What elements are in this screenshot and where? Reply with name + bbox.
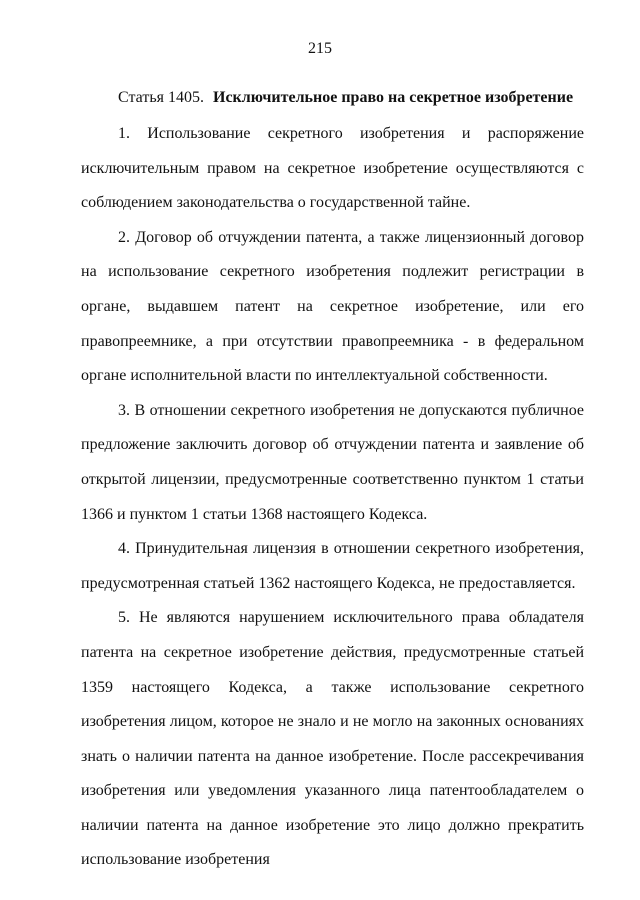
article-heading bbox=[118, 89, 610, 107]
paragraph-3: 3. В отношении секретного изобретения не допускаются публичное предложение заключить договор об отчуждении патента и заявление об открытой лицензии, предусмотренные соответственно пунктом 1 статьи 1366 и пунктом 1 статьи 1368 настоящего Кодекса. bbox=[81, 401, 584, 523]
paragraph-5: 5. Не являются нарушением исключительного права обладателя патента на секретное изобретение действия, предусмотренные статьей 1359 настоящего Кодекса, а также использование секретного изобретения лицом, которое не знало и не могло на законных основаниях знать о наличии патента на данное изобретение. После рассекречивания изобретения или уведомления указанного лица патентообладателем о наличии патента на данное изобретение это лицо должно прекратить использование изобретения bbox=[81, 609, 584, 869]
article-body bbox=[81, 117, 584, 878]
paragraph-2: 2. Договор об отчуждении патента, а также лицензионный договор на использование секретного изобретения подлежит регистрации в органе, выдавшем патент на секретное изобретение, или его правопреемнике, а при отсутствии правопреемника - в федеральном органе исполнительной власти по интеллектуальной собственности. bbox=[81, 228, 584, 385]
article-number: Статья 1405. bbox=[118, 89, 204, 106]
paragraph-1: 1. Использование секретного изобретения и распоряжение исключительным правом на секретное изобретение осуществляются с соблюдением законодательства о государственной тайне. bbox=[81, 125, 584, 212]
page-number: 215 bbox=[308, 40, 332, 57]
paragraph-4: 4. Принудительная лицензия в отношении секретного изобретения, предусмотренная статьей 1362 настоящего Кодекса, не предоставляется. bbox=[81, 540, 584, 592]
article-title: Исключительное право на секретное изобретение bbox=[213, 89, 574, 106]
